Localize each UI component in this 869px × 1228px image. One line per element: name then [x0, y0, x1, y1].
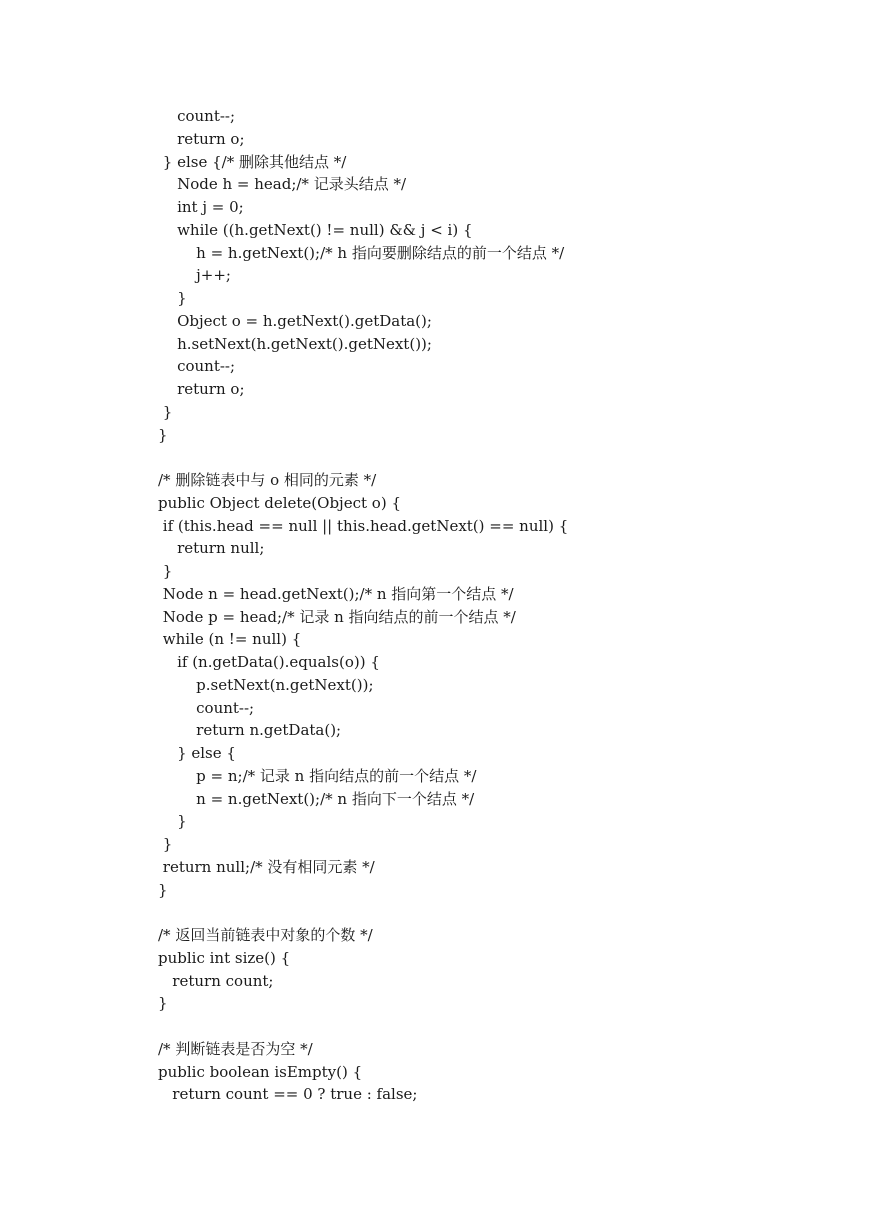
code-line: j++;	[158, 266, 231, 285]
code-line: return n.getData();	[158, 721, 342, 740]
code-line: return null;/* 没有相同元素 */	[158, 857, 375, 876]
code-line: }	[158, 880, 168, 899]
code-line: count--;	[158, 357, 236, 376]
code-line: Node h = head;/* 记录头结点 */	[158, 175, 407, 194]
code-line: } else {/* 删除其他结点 */	[158, 152, 347, 171]
code-line: public Object delete(Object o) {	[158, 493, 401, 512]
code-line: count--;	[158, 107, 236, 125]
code-line: count--;	[158, 698, 255, 717]
code-line: /* 返回当前链表中对象的个数 */	[158, 926, 373, 944]
code-line	[158, 901, 568, 924]
code-line: }	[158, 289, 187, 307]
code-line: }	[158, 994, 168, 1013]
code-line: return null;	[158, 539, 265, 558]
code-line: public boolean isEmpty() {	[158, 1062, 363, 1081]
code-line: }	[158, 402, 173, 421]
code-line: int j = 0;	[158, 198, 244, 216]
code-line: Object o = h.getNext().getData();	[158, 311, 432, 330]
code-line: /* 判断链表是否为空 */	[158, 1039, 313, 1058]
code-line: if (n.getData().equals(o)) {	[158, 653, 380, 671]
code-line: }	[158, 835, 173, 853]
code-line: return count;	[158, 971, 274, 990]
code-line: p.setNext(n.getNext());	[158, 675, 374, 694]
code-line: while (n != null) {	[158, 630, 302, 649]
code-line: Node n = head.getNext();/* n 指向第一个结点 */	[158, 584, 514, 603]
code-line: if (this.head == null || this.head.getNext() == null) {	[158, 516, 569, 535]
code-line: } else {	[158, 744, 236, 762]
code-line: while ((h.getNext() != null) && j < i) {	[158, 220, 473, 239]
code-line: return o;	[158, 129, 245, 148]
code-line: }	[158, 562, 173, 580]
code-line: }	[158, 425, 168, 444]
code-line: public int size() {	[158, 948, 291, 967]
code-line: h = h.getNext();/* h 指向要删除结点的前一个结点 */	[158, 243, 565, 262]
code-line: n = n.getNext();/* n 指向下一个结点 */	[158, 789, 475, 808]
code-line: return o;	[158, 380, 245, 398]
code-line	[158, 1015, 568, 1038]
code-line: }	[158, 812, 187, 831]
code-line: h.setNext(h.getNext().getNext());	[158, 334, 432, 353]
code-line	[158, 446, 568, 469]
code-line: return count == 0 ? true : false;	[158, 1085, 418, 1104]
code-block	[158, 105, 568, 1106]
code-line: /* 删除链表中与 o 相同的元素 */	[158, 471, 377, 489]
code-line: p = n;/* 记录 n 指向结点的前一个结点 */	[158, 766, 477, 785]
code-line: Node p = head;/* 记录 n 指向结点的前一个结点 */	[158, 607, 516, 626]
